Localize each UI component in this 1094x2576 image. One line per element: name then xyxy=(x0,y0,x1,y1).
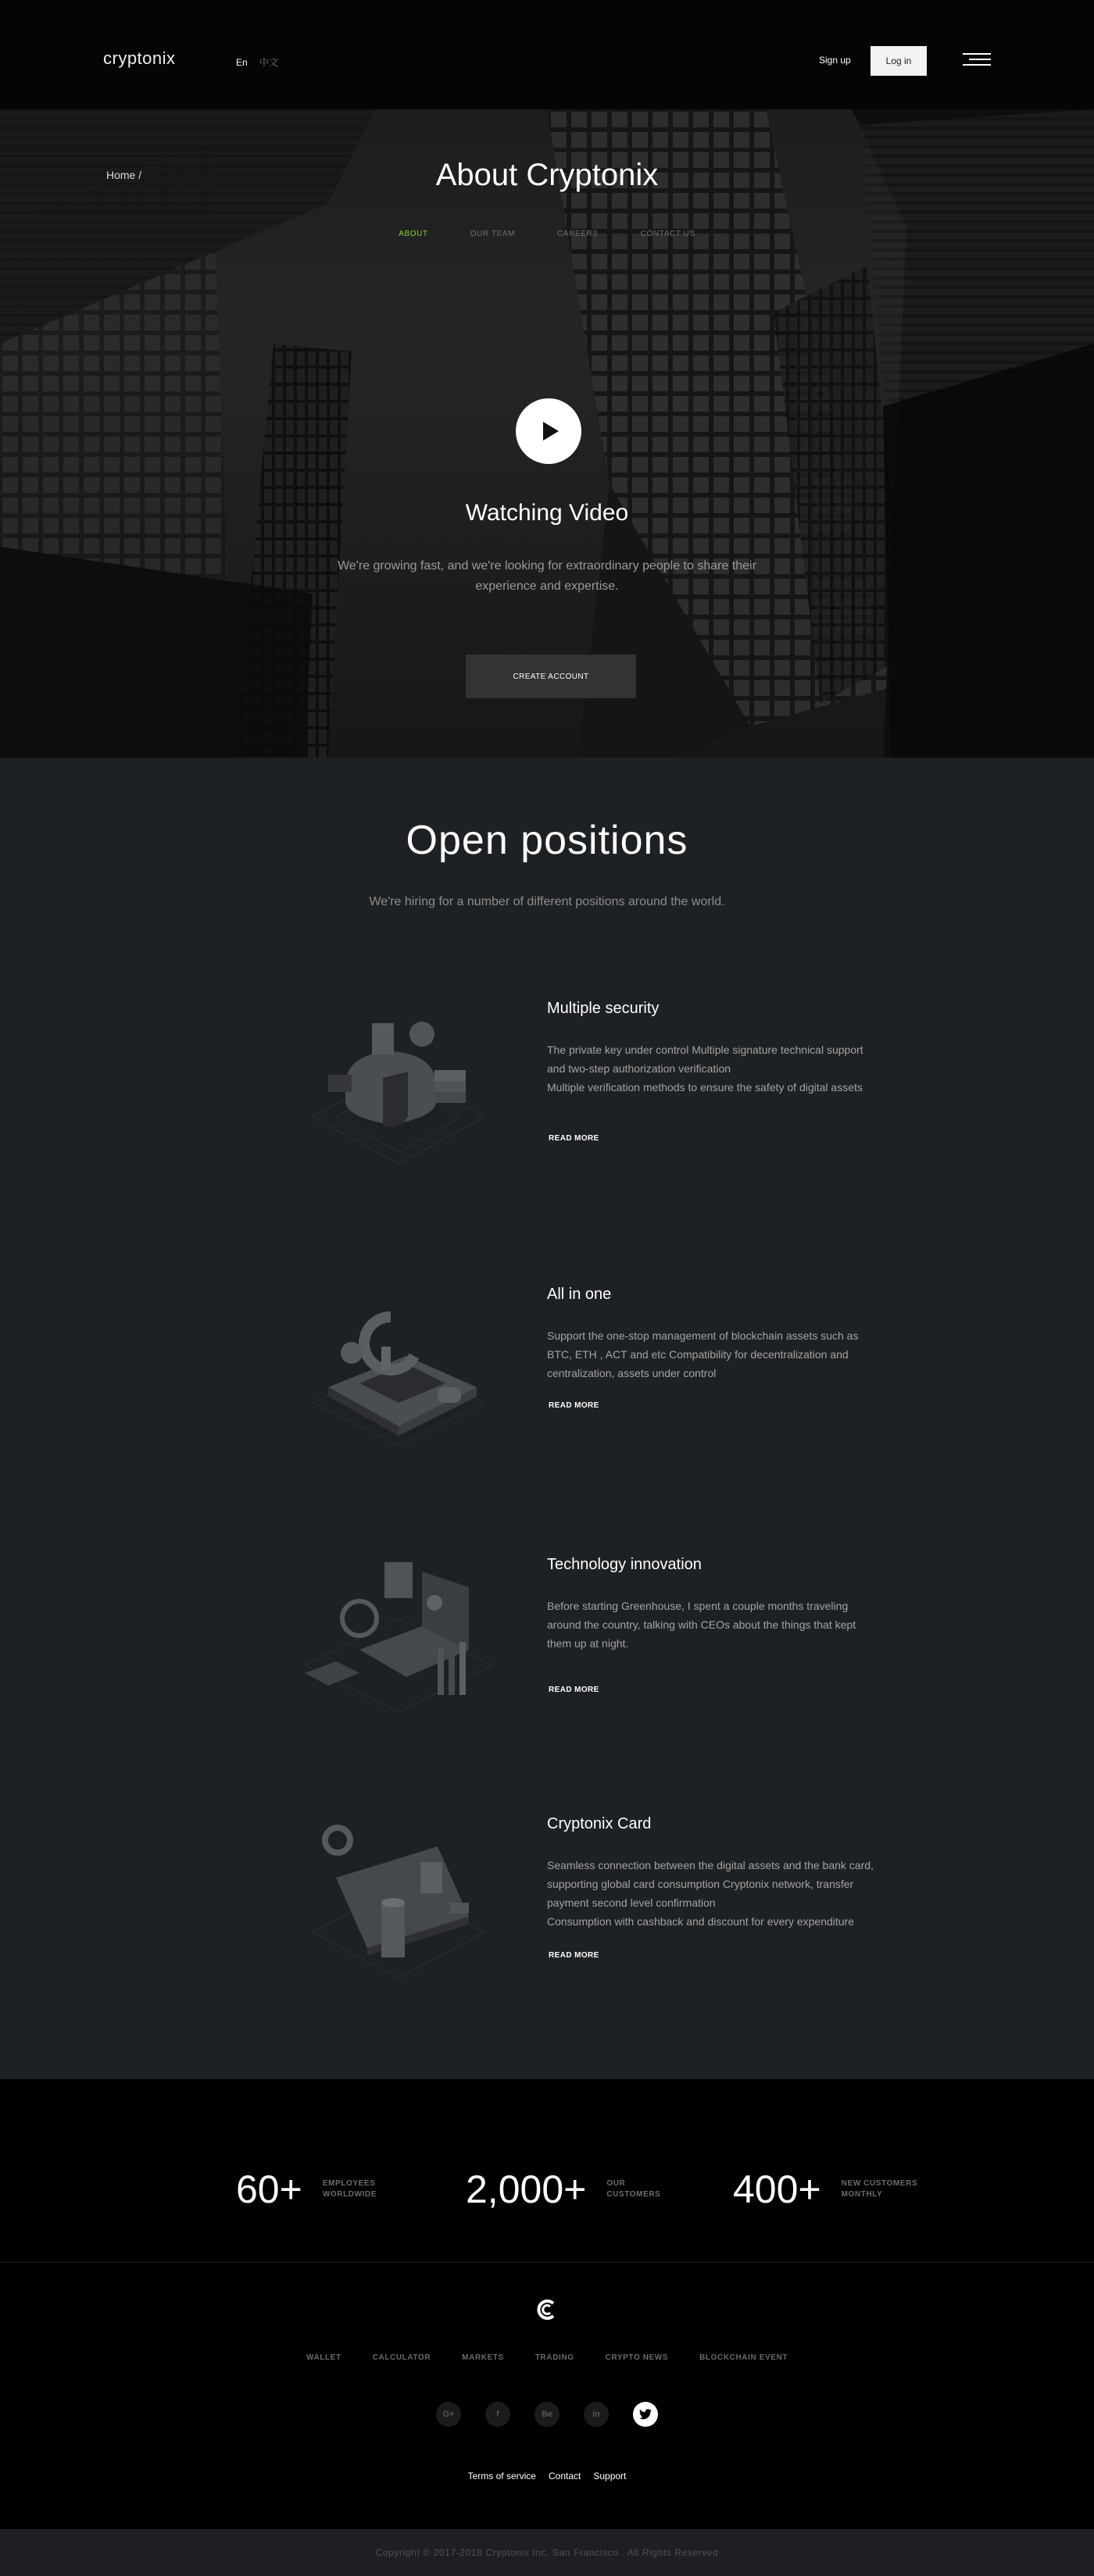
footer-nav-wallet[interactable]: WALLET xyxy=(306,2353,341,2362)
play-video-button[interactable] xyxy=(516,398,581,464)
position-title: All in one xyxy=(547,1286,612,1303)
social-links xyxy=(0,2402,1094,2427)
video-description: We're growing fast, and we're looking for extraordinary people to share their experience and expertise. xyxy=(338,559,756,593)
hero-section xyxy=(0,109,1094,758)
video-title: Watching Video xyxy=(465,500,629,526)
footer-nav xyxy=(0,2353,1094,2362)
logo[interactable]: cryptonix xyxy=(103,48,176,68)
stat-label-line: WORLDWIDE xyxy=(322,2190,377,2199)
stats-section xyxy=(0,2079,1094,2262)
position-title: Cryptonix Card xyxy=(547,1815,652,1832)
lang-en-link[interactable]: En xyxy=(236,57,248,68)
stat-customers xyxy=(466,2167,660,2212)
section-title: Open positions xyxy=(406,818,688,863)
tab-about[interactable]: ABOUT xyxy=(399,230,428,238)
page-title: About Cryptonix xyxy=(435,158,659,192)
signup-link[interactable]: Sign up xyxy=(819,55,851,66)
position-item-technology-innovation xyxy=(0,1556,1094,1736)
stat-label-line: OUR xyxy=(606,2179,626,2188)
tab-our-team[interactable]: OUR TEAM xyxy=(470,230,516,238)
footer xyxy=(0,2262,1094,2529)
about-tabs xyxy=(0,230,1094,238)
position-item-multiple-security xyxy=(0,1000,1094,1179)
copyright-bar: Copyright © 2017-2018 Cryptonix Inc, San Francisco . All Rights Reserved xyxy=(0,2529,1094,2576)
breadcrumb[interactable]: Home / xyxy=(106,169,142,181)
position-description: The private key under control Multiple signature technical support and two-step authorization verification Multiple verification methods to ensure the safety of digital assets xyxy=(547,1044,863,1094)
stat-label-line: MONTHLY xyxy=(841,2190,883,2199)
tab-contact-us[interactable]: CONTACT US xyxy=(640,230,695,238)
twitter-icon[interactable] xyxy=(633,2402,658,2427)
stat-value: 60+ xyxy=(236,2167,302,2211)
read-more-link[interactable]: READ MORE xyxy=(549,1401,599,1410)
footer-nav-calculator[interactable]: CALCULATOR xyxy=(372,2353,431,2362)
position-item-cryptonix-card xyxy=(0,1815,1094,1995)
play-icon xyxy=(543,422,559,441)
hamburger-menu-icon[interactable] xyxy=(960,52,991,67)
login-button[interactable]: Log in xyxy=(871,46,927,76)
stat-label xyxy=(842,2178,918,2200)
footer-nav-trading[interactable]: TRADING xyxy=(534,2353,574,2362)
stat-value: 2,000+ xyxy=(466,2167,587,2211)
stat-new-customers xyxy=(733,2167,917,2212)
position-description: Before starting Greenhouse, I spent a couple months traveling around the country, talking with CEOs about the things that kept them up at night. xyxy=(547,1600,856,1650)
stat-value: 400+ xyxy=(733,2167,821,2211)
stat-employees xyxy=(236,2167,377,2212)
position-description: Seamless connection between the digital assets and the bank card, supporting global card consumption Cryptonix network, transfer payment second level confirmation Consumption with cashback and discount for every expenditure xyxy=(547,1859,874,1928)
stat-label-line: CUSTOMERS xyxy=(606,2190,661,2199)
all-in-one-device-illustration xyxy=(297,1286,500,1465)
stat-label-line: EMPLOYEES xyxy=(322,2179,376,2188)
position-title: Multiple security xyxy=(547,1000,660,1017)
terms-link[interactable]: Terms of service xyxy=(467,2471,536,2481)
twitter-bird-glyph xyxy=(639,2409,652,2420)
section-subtitle: We're hiring for a number of different positions around the world. xyxy=(369,895,725,908)
footer-nav-crypto-news[interactable]: CRYPTO NEWS xyxy=(605,2353,669,2362)
support-link[interactable]: Support xyxy=(593,2471,627,2481)
footer-links xyxy=(0,2471,1094,2481)
top-header xyxy=(0,0,1094,109)
lang-zh-link[interactable]: 中文 xyxy=(259,57,279,68)
behance-icon[interactable]: Be xyxy=(534,2402,560,2427)
create-account-button[interactable]: CREATE ACCOUNT xyxy=(466,655,636,698)
position-item-all-in-one xyxy=(0,1286,1094,1465)
footer-nav-blockchain-event[interactable]: BLOCKCHAIN EVENT xyxy=(699,2353,788,2362)
read-more-link[interactable]: READ MORE xyxy=(549,1686,599,1694)
facebook-icon[interactable]: f xyxy=(485,2402,510,2427)
technology-laptop-illustration xyxy=(297,1556,500,1736)
cryptonix-card-illustration xyxy=(297,1815,500,1995)
cryptonix-logo-icon[interactable] xyxy=(534,2297,560,2322)
linkedin-icon[interactable]: in xyxy=(584,2402,609,2427)
position-title: Technology innovation xyxy=(547,1556,702,1573)
read-more-link[interactable]: READ MORE xyxy=(549,1134,599,1143)
contact-link[interactable]: Contact xyxy=(548,2471,581,2481)
tab-careers[interactable]: CAREERS xyxy=(557,230,599,238)
position-description: Support the one-stop management of blockchain assets such as BTC, ETH , ACT and etc Compatibility for decentralization and centralization, assets under control xyxy=(547,1329,859,1379)
security-shield-illustration xyxy=(297,1000,500,1179)
language-switcher xyxy=(236,55,278,69)
footer-nav-markets[interactable]: MARKETS xyxy=(462,2353,504,2362)
stat-label-line: NEW CUSTOMERS xyxy=(841,2179,918,2188)
google-plus-icon[interactable]: G+ xyxy=(436,2402,461,2427)
open-positions-section xyxy=(0,758,1094,2079)
stat-label xyxy=(606,2178,660,2200)
stat-label xyxy=(323,2178,377,2200)
read-more-link[interactable]: READ MORE xyxy=(549,1951,599,1960)
